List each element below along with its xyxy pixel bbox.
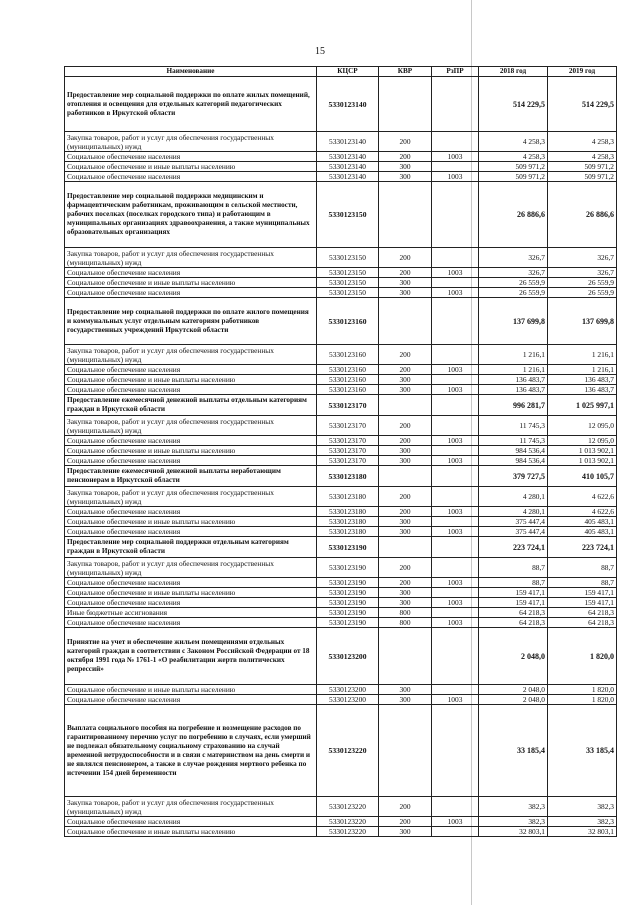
row-amount-2018: 64 218,3 xyxy=(479,608,548,618)
row-amount-2018: 4 258,3 xyxy=(479,132,548,152)
row-rzpr xyxy=(432,416,479,436)
row-amount-2018: 379 727,5 xyxy=(479,466,548,487)
row-amount-2019: 137 699,8 xyxy=(548,298,617,345)
row-name: Предоставление мер социальной поддержки медицинским и фармацевтическим работникам, проживающим в сельской местности, рабочих поселках (поселках городского типа) и работающим в муниципальных организациях здравоохранения, а также муниципальных образовательных организациях xyxy=(65,182,317,248)
table-row xyxy=(65,132,617,152)
row-amount-2019: 159 417,1 xyxy=(548,598,617,608)
row-kvr: 300 xyxy=(379,446,432,456)
row-rzpr: 1003 xyxy=(432,695,479,705)
row-kvr: 300 xyxy=(379,598,432,608)
row-amount-2019: 223 724,1 xyxy=(548,537,617,558)
row-amount-2018: 326,7 xyxy=(479,268,548,278)
row-kvr: 300 xyxy=(379,385,432,395)
table-row xyxy=(65,365,617,375)
row-kvr: 300 xyxy=(379,695,432,705)
row-kvr: 300 xyxy=(379,172,432,182)
row-kvr: 200 xyxy=(379,132,432,152)
row-amount-2018: 88,7 xyxy=(479,558,548,578)
row-kcsr: 5330123160 xyxy=(317,298,379,345)
row-kvr: 200 xyxy=(379,797,432,817)
row-amount-2019: 405 483,1 xyxy=(548,517,617,527)
row-amount-2018: 11 745,3 xyxy=(479,416,548,436)
row-kvr: 200 xyxy=(379,365,432,375)
row-kcsr: 5330123180 xyxy=(317,466,379,487)
row-amount-2019: 64 218,3 xyxy=(548,608,617,618)
table-row xyxy=(65,578,617,588)
row-amount-2019: 26 886,6 xyxy=(548,182,617,248)
row-rzpr xyxy=(432,517,479,527)
row-rzpr: 1003 xyxy=(432,817,479,827)
row-amount-2019: 159 417,1 xyxy=(548,588,617,598)
row-amount-2019: 32 803,1 xyxy=(548,827,617,837)
table-row xyxy=(65,385,617,395)
row-kcsr: 5330123160 xyxy=(317,345,379,365)
header-name: Наименование xyxy=(65,67,317,77)
table-row xyxy=(65,588,617,598)
row-kcsr: 5330123180 xyxy=(317,507,379,517)
row-name: Социальное обеспечение населения xyxy=(65,456,317,466)
table-row xyxy=(65,598,617,608)
row-kcsr: 5330123160 xyxy=(317,385,379,395)
row-amount-2019: 4 258,3 xyxy=(548,152,617,162)
row-amount-2019: 12 095,0 xyxy=(548,436,617,446)
row-amount-2018: 136 483,7 xyxy=(479,385,548,395)
row-rzpr: 1003 xyxy=(432,456,479,466)
row-name: Социальное обеспечение и иные выплаты населению xyxy=(65,375,317,385)
row-amount-2018: 2 048,0 xyxy=(479,695,548,705)
row-amount-2018: 32 803,1 xyxy=(479,827,548,837)
row-name: Социальное обеспечение населения xyxy=(65,578,317,588)
row-kvr: 200 xyxy=(379,268,432,278)
row-rzpr xyxy=(432,77,479,132)
row-amount-2019: 410 105,7 xyxy=(548,466,617,487)
row-name: Социальное обеспечение и иные выплаты населению xyxy=(65,517,317,527)
row-kcsr: 5330123170 xyxy=(317,446,379,456)
row-rzpr: 1003 xyxy=(432,268,479,278)
row-name: Социальное обеспечение и иные выплаты населению xyxy=(65,446,317,456)
row-amount-2018: 514 229,5 xyxy=(479,77,548,132)
table-row xyxy=(65,527,617,537)
row-kvr: 300 xyxy=(379,278,432,288)
table-header-row xyxy=(65,67,617,77)
table-row xyxy=(65,375,617,385)
table-row xyxy=(65,817,617,827)
row-name: Предоставление мер социальной поддержки отдельным категориям граждан в Иркутской области xyxy=(65,537,317,558)
row-rzpr xyxy=(432,827,479,837)
table-row xyxy=(65,517,617,527)
row-name: Предоставление ежемесячной денежной выплаты отдельным категориям граждан в Иркутской области xyxy=(65,395,317,416)
table-row xyxy=(65,345,617,365)
header-rzpr: РзПР xyxy=(432,67,479,77)
page-number: 15 xyxy=(315,46,325,57)
row-kcsr: 5330123140 xyxy=(317,162,379,172)
row-name: Социальное обеспечение населения xyxy=(65,365,317,375)
row-rzpr xyxy=(432,162,479,172)
row-rzpr xyxy=(432,248,479,268)
row-rzpr xyxy=(432,797,479,817)
row-amount-2019: 1 013 902,1 xyxy=(548,446,617,456)
table-row xyxy=(65,827,617,837)
row-name: Социальное обеспечение населения xyxy=(65,817,317,827)
row-amount-2018: 984 536,4 xyxy=(479,446,548,456)
row-rzpr xyxy=(432,182,479,248)
row-rzpr: 1003 xyxy=(432,385,479,395)
row-name: Социальное обеспечение населения xyxy=(65,172,317,182)
row-kvr: 200 xyxy=(379,507,432,517)
row-kvr: 200 xyxy=(379,345,432,365)
row-kvr: 200 xyxy=(379,578,432,588)
row-kcsr: 5330123180 xyxy=(317,487,379,507)
row-amount-2019: 1 820,0 xyxy=(548,685,617,695)
row-amount-2019: 1 820,0 xyxy=(548,695,617,705)
row-amount-2018: 4 258,3 xyxy=(479,152,548,162)
row-amount-2018: 996 281,7 xyxy=(479,395,548,416)
row-rzpr xyxy=(432,395,479,416)
row-amount-2018: 509 971,2 xyxy=(479,172,548,182)
row-name: Социальное обеспечение и иные выплаты населению xyxy=(65,685,317,695)
program-row xyxy=(65,537,617,558)
row-kcsr: 5330123150 xyxy=(317,278,379,288)
row-kvr xyxy=(379,628,432,685)
row-kcsr: 5330123160 xyxy=(317,375,379,385)
row-kcsr: 5330123190 xyxy=(317,588,379,598)
table-row xyxy=(65,797,617,817)
header-kcsr: КЦСР xyxy=(317,67,379,77)
row-name: Предоставление мер социальной поддержки по оплате жилого помещения и коммунальных услуг отдельным категориям работников государственных учреждений Иркутской области xyxy=(65,298,317,345)
row-rzpr xyxy=(432,446,479,456)
row-name: Социальное обеспечение и иные выплаты населению xyxy=(65,162,317,172)
table-row xyxy=(65,507,617,517)
row-amount-2018: 26 559,9 xyxy=(479,288,548,298)
row-amount-2019: 514 229,5 xyxy=(548,77,617,132)
row-amount-2018: 2 048,0 xyxy=(479,628,548,685)
row-kcsr: 5330123220 xyxy=(317,817,379,827)
program-row xyxy=(65,182,617,248)
row-kcsr: 5330123220 xyxy=(317,705,379,797)
program-row xyxy=(65,628,617,685)
row-amount-2019: 326,7 xyxy=(548,268,617,278)
row-kvr: 300 xyxy=(379,588,432,598)
row-amount-2019: 382,3 xyxy=(548,797,617,817)
row-kvr xyxy=(379,537,432,558)
row-amount-2019: 509 971,2 xyxy=(548,162,617,172)
row-kcsr: 5330123220 xyxy=(317,797,379,817)
row-amount-2019: 136 483,7 xyxy=(548,385,617,395)
row-kcsr: 5330123220 xyxy=(317,827,379,837)
row-kcsr: 5330123150 xyxy=(317,288,379,298)
row-rzpr: 1003 xyxy=(432,152,479,162)
row-kvr xyxy=(379,77,432,132)
table-row xyxy=(65,487,617,507)
row-amount-2019: 26 559,9 xyxy=(548,288,617,298)
row-name: Закупка товаров, работ и услуг для обеспечения государственных (муниципальных) нужд xyxy=(65,132,317,152)
row-rzpr: 1003 xyxy=(432,365,479,375)
table-row xyxy=(65,162,617,172)
row-kcsr: 5330123190 xyxy=(317,608,379,618)
table-row xyxy=(65,172,617,182)
row-rzpr: 1003 xyxy=(432,527,479,537)
row-kcsr: 5330123170 xyxy=(317,416,379,436)
row-kvr: 800 xyxy=(379,608,432,618)
row-amount-2019: 64 218,3 xyxy=(548,618,617,628)
row-name: Иные бюджетные ассигнования xyxy=(65,608,317,618)
table-row xyxy=(65,288,617,298)
row-amount-2018: 159 417,1 xyxy=(479,598,548,608)
row-amount-2019: 136 483,7 xyxy=(548,375,617,385)
row-kvr: 200 xyxy=(379,558,432,578)
row-name: Закупка товаров, работ и услуг для обеспечения государственных (муниципальных) нужд xyxy=(65,345,317,365)
header-kvr: КВР xyxy=(379,67,432,77)
row-kvr xyxy=(379,182,432,248)
row-kvr xyxy=(379,395,432,416)
table-row xyxy=(65,695,617,705)
row-amount-2019: 4 622,6 xyxy=(548,507,617,517)
row-rzpr xyxy=(432,558,479,578)
row-kvr: 300 xyxy=(379,685,432,695)
row-name: Социальное обеспечение населения xyxy=(65,507,317,517)
row-kcsr: 5330123190 xyxy=(317,578,379,588)
program-row xyxy=(65,395,617,416)
row-name: Предоставление ежемесячной денежной выплаты неработающим пенсионерам в Иркутской области xyxy=(65,466,317,487)
row-kvr xyxy=(379,466,432,487)
row-amount-2018: 984 536,4 xyxy=(479,456,548,466)
table-row xyxy=(65,685,617,695)
table-row xyxy=(65,456,617,466)
row-kcsr: 5330123190 xyxy=(317,558,379,578)
row-name: Предоставление мер социальной поддержки по оплате жилых помещений, отопления и освещения для отдельных категорий педагогических работников в Иркутской области xyxy=(65,77,317,132)
row-rzpr: 1003 xyxy=(432,598,479,608)
row-rzpr xyxy=(432,628,479,685)
row-kcsr: 5330123190 xyxy=(317,618,379,628)
row-kcsr: 5330123140 xyxy=(317,152,379,162)
row-amount-2018: 375 447,4 xyxy=(479,517,548,527)
table-row xyxy=(65,436,617,446)
row-rzpr xyxy=(432,466,479,487)
row-kcsr: 5330123200 xyxy=(317,628,379,685)
row-amount-2018: 2 048,0 xyxy=(479,685,548,695)
row-kcsr: 5330123180 xyxy=(317,517,379,527)
row-amount-2018: 136 483,7 xyxy=(479,375,548,385)
row-amount-2019: 405 483,1 xyxy=(548,527,617,537)
program-row xyxy=(65,77,617,132)
row-kcsr: 5330123190 xyxy=(317,537,379,558)
row-kcsr: 5330123150 xyxy=(317,268,379,278)
row-amount-2018: 326,7 xyxy=(479,248,548,268)
row-amount-2019: 4 258,3 xyxy=(548,132,617,152)
row-kcsr: 5330123170 xyxy=(317,436,379,446)
row-amount-2018: 4 280,1 xyxy=(479,507,548,517)
row-kvr xyxy=(379,298,432,345)
row-rzpr xyxy=(432,705,479,797)
row-kvr: 200 xyxy=(379,416,432,436)
row-name: Закупка товаров, работ и услуг для обеспечения государственных (муниципальных) нужд xyxy=(65,558,317,578)
row-kvr: 200 xyxy=(379,152,432,162)
row-kvr: 300 xyxy=(379,827,432,837)
row-kvr: 300 xyxy=(379,162,432,172)
row-amount-2018: 137 699,8 xyxy=(479,298,548,345)
table-row xyxy=(65,618,617,628)
row-kvr: 300 xyxy=(379,517,432,527)
row-name: Принятие на учет и обеспечение жильем помещениями отдельных категорий граждан в соответствии с Законом Российской Федерации от 18 октября 1991 года № 1761-1 «О реабилитации жертв политических репрессий» xyxy=(65,628,317,685)
row-rzpr xyxy=(432,132,479,152)
row-name: Социальное обеспечение и иные выплаты населению xyxy=(65,278,317,288)
row-kcsr: 5330123170 xyxy=(317,395,379,416)
budget-table-body xyxy=(65,77,617,837)
row-name: Закупка товаров, работ и услуг для обеспечения государственных (муниципальных) нужд xyxy=(65,487,317,507)
row-amount-2018: 1 216,1 xyxy=(479,365,548,375)
row-amount-2019: 33 185,4 xyxy=(548,705,617,797)
program-row xyxy=(65,466,617,487)
row-amount-2018: 223 724,1 xyxy=(479,537,548,558)
row-amount-2019: 1 013 902,1 xyxy=(548,456,617,466)
row-amount-2018: 375 447,4 xyxy=(479,527,548,537)
row-name: Социальное обеспечение населения xyxy=(65,436,317,446)
row-amount-2019: 1 216,1 xyxy=(548,365,617,375)
row-kcsr: 5330123170 xyxy=(317,456,379,466)
table-row xyxy=(65,278,617,288)
row-amount-2018: 88,7 xyxy=(479,578,548,588)
row-rzpr xyxy=(432,608,479,618)
row-rzpr xyxy=(432,278,479,288)
row-kcsr: 5330123190 xyxy=(317,598,379,608)
header-2018: 2018 год xyxy=(479,67,548,77)
row-name: Социальное обеспечение населения xyxy=(65,598,317,608)
row-amount-2018: 4 280,1 xyxy=(479,487,548,507)
row-name: Социальное обеспечение населения xyxy=(65,695,317,705)
row-amount-2018: 1 216,1 xyxy=(479,345,548,365)
row-kvr: 300 xyxy=(379,456,432,466)
row-name: Социальное обеспечение и иные выплаты населению xyxy=(65,588,317,598)
row-kvr xyxy=(379,705,432,797)
row-rzpr xyxy=(432,375,479,385)
row-name: Закупка товаров, работ и услуг для обеспечения государственных (муниципальных) нужд xyxy=(65,416,317,436)
row-name: Выплата социального пособия на погребение и возмещение расходов по гарантированному перечню услуг по погребению в случаях, если умерший не подлежал обязательному социальному страхованию на случай временной нетрудоспособности и в связи с материнством на день смерти и не являлся пенсионером, а также в случае рождения мертвого ребенка по истечении 154 дней беременности xyxy=(65,705,317,797)
row-rzpr xyxy=(432,588,479,598)
row-amount-2019: 88,7 xyxy=(548,558,617,578)
row-kcsr: 5330123150 xyxy=(317,182,379,248)
row-name: Закупка товаров, работ и услуг для обеспечения государственных (муниципальных) нужд xyxy=(65,248,317,268)
table-row xyxy=(65,152,617,162)
row-amount-2018: 33 185,4 xyxy=(479,705,548,797)
row-name: Социальное обеспечение и иные выплаты населению xyxy=(65,827,317,837)
table-row xyxy=(65,416,617,436)
table-row xyxy=(65,558,617,578)
table-row xyxy=(65,268,617,278)
row-kcsr: 5330123140 xyxy=(317,172,379,182)
row-amount-2018: 382,3 xyxy=(479,797,548,817)
row-rzpr: 1003 xyxy=(432,507,479,517)
row-rzpr: 1003 xyxy=(432,288,479,298)
row-kcsr: 5330123160 xyxy=(317,365,379,375)
row-amount-2019: 26 559,9 xyxy=(548,278,617,288)
row-amount-2019: 1 820,0 xyxy=(548,628,617,685)
table-row xyxy=(65,248,617,268)
row-kvr: 200 xyxy=(379,248,432,268)
row-amount-2019: 509 971,2 xyxy=(548,172,617,182)
table-row xyxy=(65,446,617,456)
row-name: Социальное обеспечение населения xyxy=(65,268,317,278)
row-amount-2019: 1 025 997,1 xyxy=(548,395,617,416)
table-row xyxy=(65,608,617,618)
row-kvr: 200 xyxy=(379,487,432,507)
row-name: Закупка товаров, работ и услуг для обеспечения государственных (муниципальных) нужд xyxy=(65,797,317,817)
row-amount-2019: 4 622,6 xyxy=(548,487,617,507)
row-amount-2018: 64 218,3 xyxy=(479,618,548,628)
row-name: Социальное обеспечение населения xyxy=(65,152,317,162)
row-name: Социальное обеспечение населения xyxy=(65,618,317,628)
row-kvr: 300 xyxy=(379,527,432,537)
budget-table xyxy=(64,66,617,837)
row-amount-2018: 382,3 xyxy=(479,817,548,827)
row-rzpr xyxy=(432,537,479,558)
row-kvr: 300 xyxy=(379,288,432,298)
row-kcsr: 5330123180 xyxy=(317,527,379,537)
row-amount-2018: 11 745,3 xyxy=(479,436,548,446)
row-name: Социальное обеспечение населения xyxy=(65,288,317,298)
program-row xyxy=(65,298,617,345)
row-amount-2018: 26 559,9 xyxy=(479,278,548,288)
row-rzpr xyxy=(432,487,479,507)
row-amount-2018: 26 886,6 xyxy=(479,182,548,248)
row-kcsr: 5330123200 xyxy=(317,685,379,695)
row-kvr: 200 xyxy=(379,817,432,827)
program-row xyxy=(65,705,617,797)
row-rzpr: 1003 xyxy=(432,578,479,588)
row-amount-2019: 1 216,1 xyxy=(548,345,617,365)
header-2019: 2019 год xyxy=(548,67,617,77)
row-rzpr: 1003 xyxy=(432,618,479,628)
row-kcsr: 5330123200 xyxy=(317,695,379,705)
row-rzpr xyxy=(432,345,479,365)
row-amount-2018: 509 971,2 xyxy=(479,162,548,172)
row-name: Социальное обеспечение населения xyxy=(65,527,317,537)
row-amount-2019: 326,7 xyxy=(548,248,617,268)
row-name: Социальное обеспечение населения xyxy=(65,385,317,395)
row-kcsr: 5330123140 xyxy=(317,132,379,152)
row-kvr: 800 xyxy=(379,618,432,628)
row-rzpr: 1003 xyxy=(432,436,479,446)
row-amount-2019: 12 095,0 xyxy=(548,416,617,436)
row-rzpr xyxy=(432,298,479,345)
row-kvr: 300 xyxy=(379,375,432,385)
row-rzpr: 1003 xyxy=(432,172,479,182)
row-amount-2019: 88,7 xyxy=(548,578,617,588)
row-kvr: 200 xyxy=(379,436,432,446)
row-amount-2019: 382,3 xyxy=(548,817,617,827)
row-rzpr xyxy=(432,685,479,695)
row-kcsr: 5330123150 xyxy=(317,248,379,268)
row-amount-2018: 159 417,1 xyxy=(479,588,548,598)
row-kcsr: 5330123140 xyxy=(317,77,379,132)
